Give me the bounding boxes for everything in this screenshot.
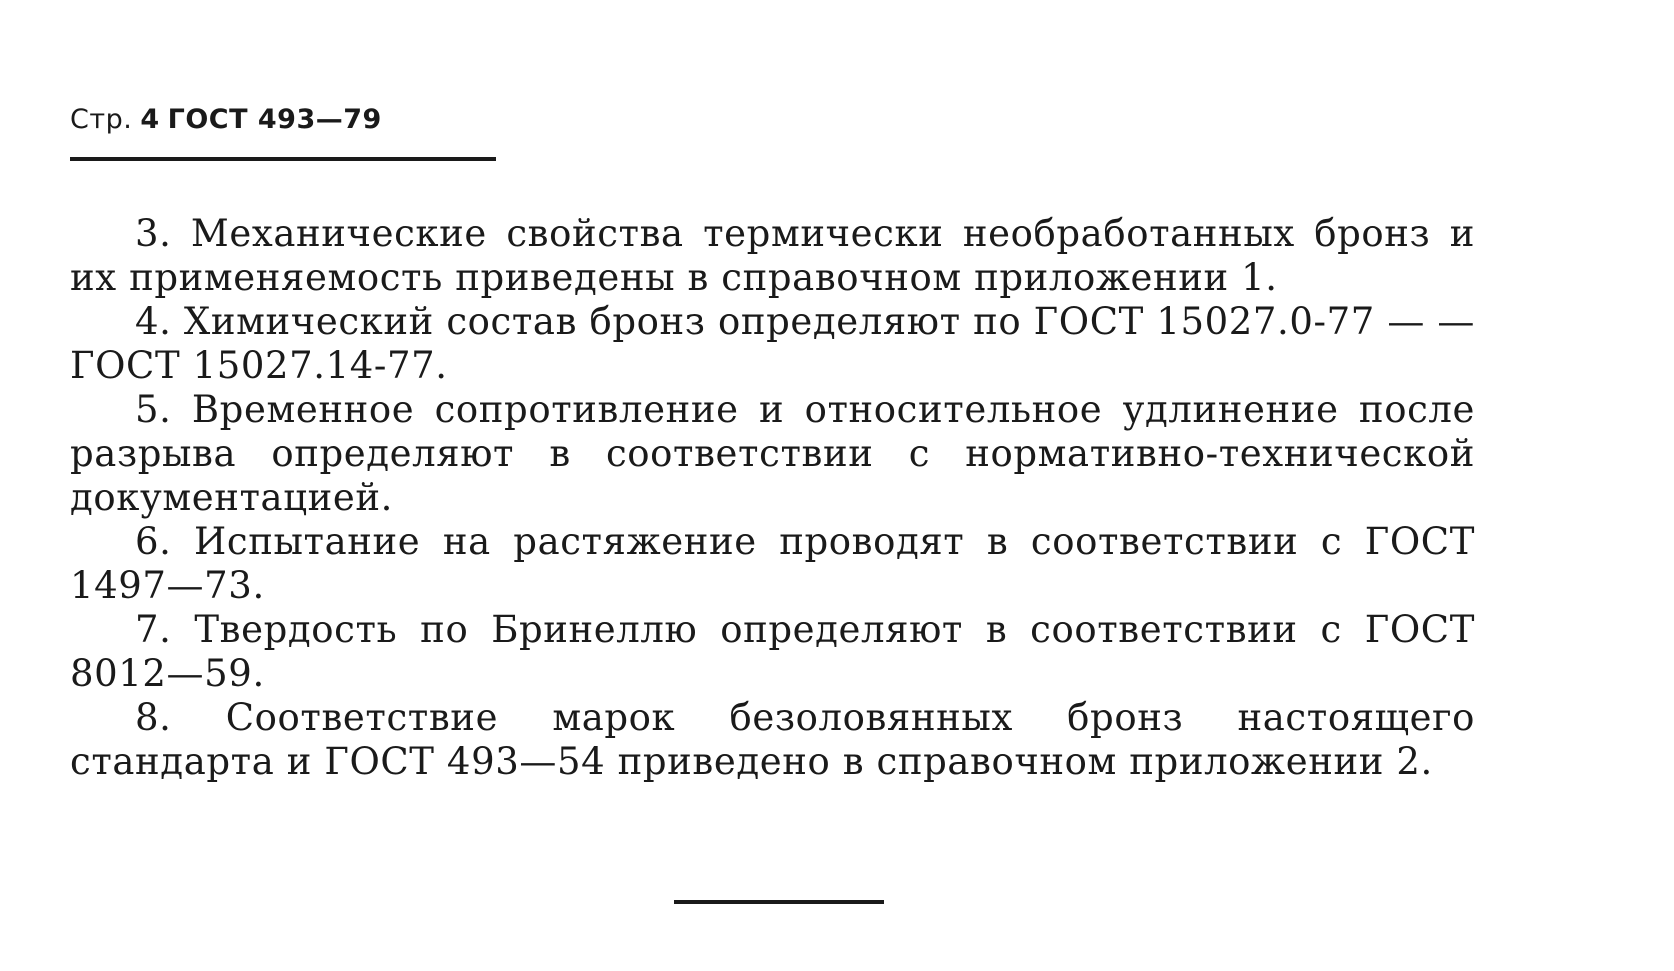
paragraph-3: 3. Механические свойства термически необработанных бронз и их применяемость приведены в справочном приложении 1. [70, 212, 1475, 299]
standard-designation: ГОСТ 493—79 [167, 104, 382, 135]
paragraph-5: 5. Временное сопротивление и относительное удлинение после разрыва определяют в соответствии с нормативно-технической документацией. [70, 388, 1475, 519]
paragraph-7: 7. Твердость по Бринеллю определяют в соответствии с ГОСТ 8012—59. [70, 608, 1475, 695]
paragraph-4: 4. Химический состав бронз определяют по ГОСТ 15027.0-77 — — ГОСТ 15027.14-77. [70, 300, 1475, 387]
paragraph-8: 8. Соответствие марок безоловянных бронз настоящего стандарта и ГОСТ 493—54 приведено в справочном приложении 2. [70, 696, 1475, 783]
header-divider [70, 157, 496, 161]
page-number: 4 [140, 104, 160, 135]
page-header [70, 104, 382, 135]
paragraph-6: 6. Испытание на растяжение проводят в соответствии с ГОСТ 1497—73. [70, 520, 1475, 607]
document-body [70, 212, 1475, 784]
end-divider [674, 900, 884, 904]
page-label: Стр. [70, 104, 133, 135]
